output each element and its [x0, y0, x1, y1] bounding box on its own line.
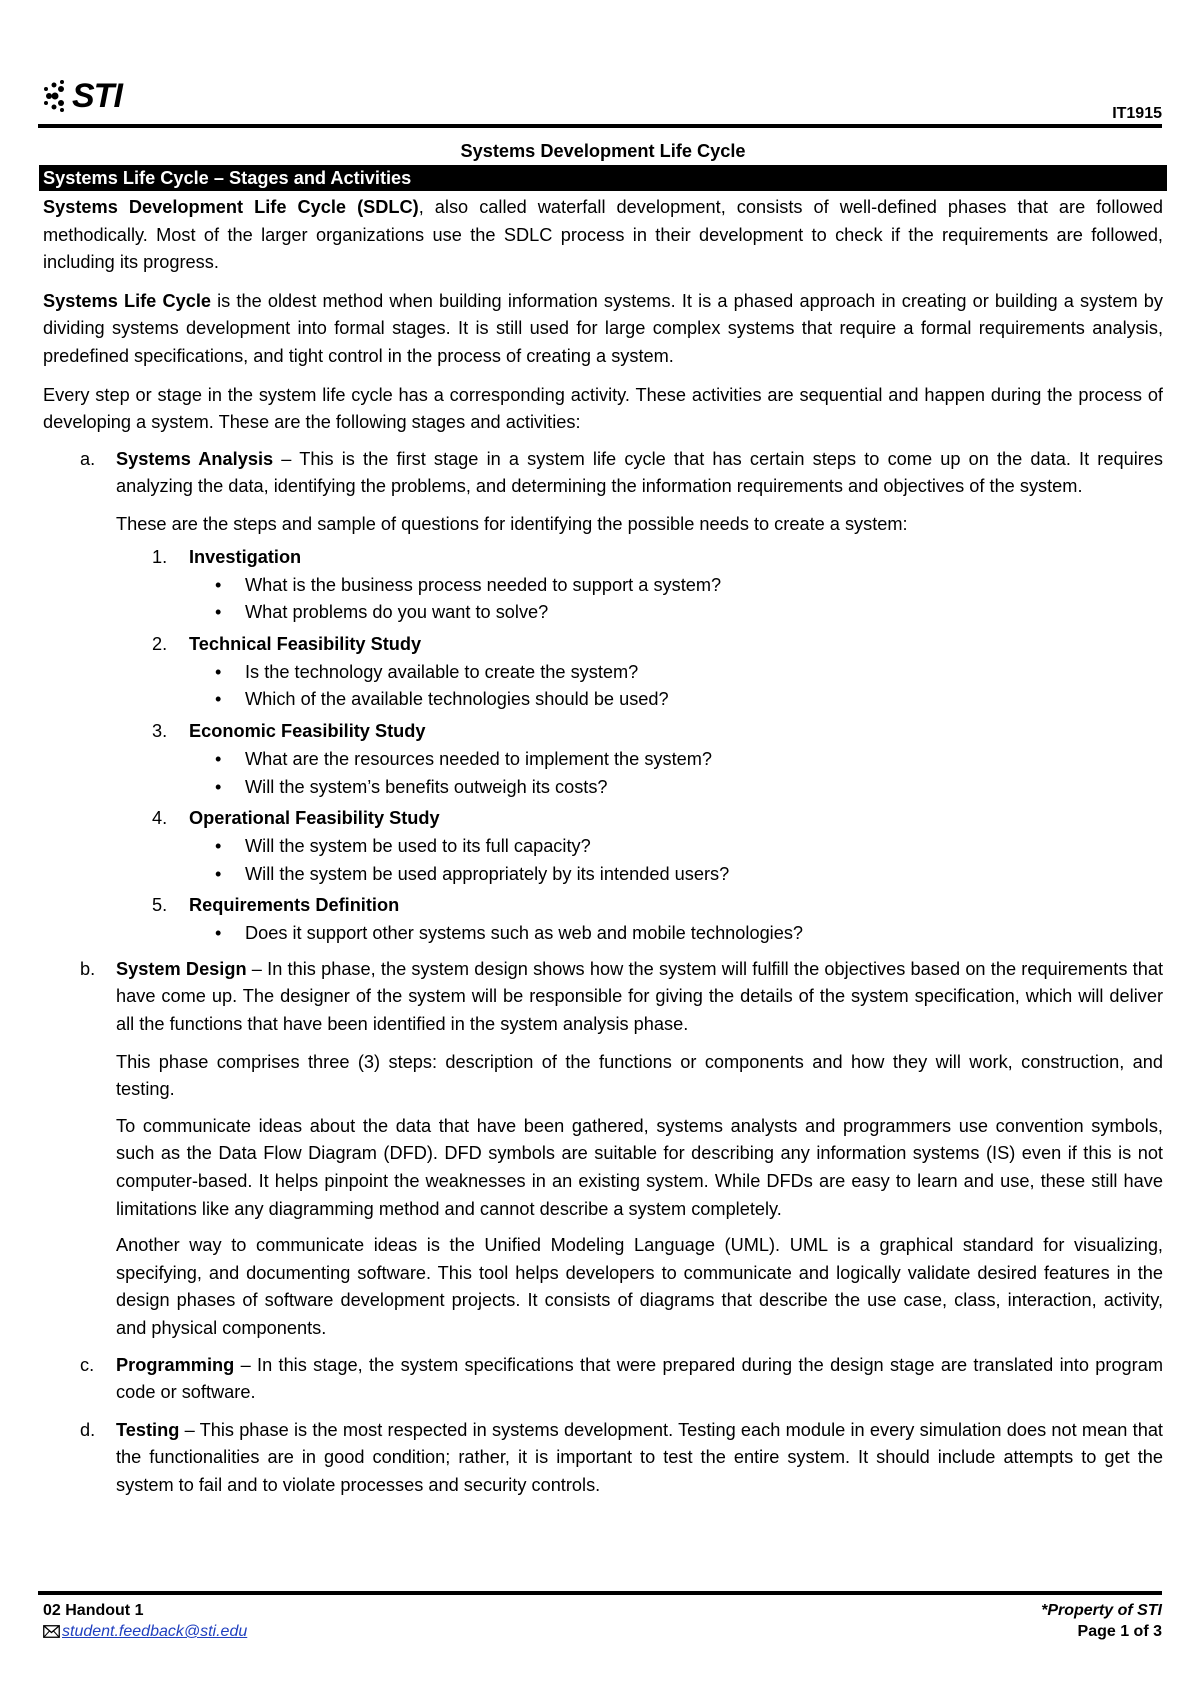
step-technical-feasibility — [43, 630, 1163, 714]
list-marker: b. — [80, 958, 96, 979]
steps-intro: These are the steps and sample of questions for identifying the possible needs to create a system: — [116, 513, 908, 534]
list-item — [43, 746, 1163, 774]
stage-title: System Design — [116, 958, 247, 979]
logo-text: STI — [72, 76, 122, 115]
bullet-icon: • — [215, 923, 222, 944]
bullet-icon: • — [215, 836, 222, 857]
list-marker: 4. — [152, 808, 168, 829]
stage-title: Testing — [116, 1419, 180, 1440]
stage-text: – In this phase, the system design shows how the system will fulfill the objectives based on the requirements that have come up. The designer of the system will be responsible for giving the details of the system specification, which will deliver all the functions that have been identified in the system analysis phase. — [116, 958, 1163, 1035]
list-item — [43, 599, 1163, 627]
intro-text-3: Every step or stage in the system life cycle has a corresponding activity. These activities are sequential and happen during the process of developing a system. These are the following stages and activities: — [43, 384, 1163, 433]
step-title: Investigation — [189, 546, 302, 567]
bullet-icon: • — [215, 689, 222, 710]
design-paragraph-1: This phase comprises three (3) steps: description of the functions or components and how they will work, construction, and testing. — [116, 1051, 1163, 1100]
list-item — [43, 686, 1163, 714]
list-marker: 5. — [152, 895, 168, 916]
footer-email-row — [43, 1621, 247, 1642]
envelope-icon — [43, 1625, 60, 1638]
list-marker: a. — [80, 448, 96, 469]
bullet-icon: • — [215, 661, 222, 682]
step-title: Economic Feasibility Study — [189, 720, 426, 741]
list-marker: c. — [80, 1354, 95, 1375]
list-item — [43, 659, 1163, 687]
document-body — [43, 139, 1163, 1510]
stage-text: – This is the first stage in a system life cycle that has certain steps to come up on the data. It requires analyzing the data, identifying the problems, and determining the information requirements and objectives of the system. — [116, 448, 1164, 497]
page-number: Page 1 of 3 — [1077, 1623, 1162, 1640]
stage-title: Programming — [116, 1354, 235, 1375]
list-marker: 2. — [152, 633, 168, 654]
list-item — [43, 920, 1163, 948]
bullet-text: Does it support other systems such as web and mobile technologies? — [245, 923, 804, 944]
list-item — [43, 833, 1163, 861]
header-divider — [38, 124, 1162, 128]
stage-testing — [43, 1417, 1163, 1500]
intro-term-slc: Systems Life Cycle — [43, 290, 211, 311]
design-paragraph-2: To communicate ideas about the data that have been gathered, systems analysts and programmers use convention symbols, such as the Data Flow Diagram (DFD). DFD symbols are suitable for describing any information systems (IS) even if this is not computer-based. It helps pinpoint the weaknesses in an existing system. While DFDs are easy to learn and use, these still have limitations like any diagramming method and cannot describe a system completely. — [116, 1115, 1163, 1219]
bullet-text: What are the resources needed to implement the system? — [245, 748, 713, 769]
bullet-text: What is the business process needed to support a system? — [245, 574, 722, 595]
step-title: Technical Feasibility Study — [189, 633, 422, 654]
sti-logo — [42, 76, 122, 116]
bullet-text: What problems do you want to solve? — [245, 602, 549, 623]
step-economic-feasibility — [43, 717, 1163, 801]
step-investigation — [43, 543, 1163, 627]
list-marker: 1. — [152, 546, 168, 567]
intro-paragraph-2 — [43, 288, 1163, 371]
footer-left — [43, 1600, 247, 1642]
list-marker: d. — [80, 1419, 96, 1440]
bullet-text: Will the system’s benefits outweigh its costs? — [245, 776, 608, 797]
step-requirements-definition — [43, 891, 1163, 948]
bullet-text: Will the system be used appropriately by its intended users? — [245, 863, 730, 884]
step-title: Operational Feasibility Study — [189, 808, 440, 829]
step-operational-feasibility — [43, 804, 1163, 888]
bullet-text: Will the system be used to its full capacity? — [245, 836, 591, 857]
bullet-text: Is the technology available to create the system? — [245, 661, 639, 682]
list-item — [43, 572, 1163, 600]
handout-label: 02 Handout 1 — [43, 1602, 144, 1619]
bullet-text: Which of the available technologies should be used? — [245, 689, 669, 710]
stage-text: – In this stage, the system specifications that were prepared during the design stage are translated into program code or software. — [116, 1354, 1163, 1403]
intro-text-2: is the oldest method when building information systems. It is a phased approach in creating or building a system by dividing systems development into formal stages. It is still used for large complex systems that require a formal requirements analysis, predefined specifications, and tight control in the process of creating a system. — [43, 290, 1163, 366]
bullet-icon: • — [215, 602, 222, 623]
document-code: IT1915 — [1112, 105, 1162, 122]
intro-paragraph-1 — [43, 194, 1163, 277]
stage-systems-analysis — [43, 446, 1163, 501]
intro-text-1: , also called waterfall development, consists of well-defined phases that are followed methodically. Most of the larger organizations use the SDLC process in their development to check if the requirements are followed, including its progress. — [43, 197, 1163, 273]
bullet-icon: • — [215, 574, 222, 595]
list-marker: 3. — [152, 720, 168, 741]
intro-term-sdlc: Systems Development Life Cycle (SDLC) — [43, 197, 419, 217]
stage-system-design — [43, 956, 1163, 1039]
section-heading: Systems Life Cycle – Stages and Activities — [39, 165, 1167, 191]
bullet-icon: • — [215, 776, 222, 797]
footer-divider — [38, 1591, 1162, 1595]
list-item — [43, 861, 1163, 889]
stage-text: – This phase is the most respected in systems development. Testing each module in every simulation does not mean that the functionalities are in good condition; rather, it is important to test the entire system. It should include attempts to get the system to fail and to violate processes and security controls. — [116, 1419, 1163, 1495]
page-title: Systems Development Life Cycle — [460, 141, 746, 161]
design-paragraph-3: Another way to communicate ideas is the Unified Modeling Language (UML). UML is a graphical standard for visualizing, specifying, and documenting software. This tool helps developers to communicate and logically validate desired features in the design phases of software development projects. It consists of diagrams that describe the use case, class, interaction, activity, and physical components. — [116, 1235, 1163, 1338]
stage-title: Systems Analysis — [116, 448, 274, 469]
property-notice: *Property of STI — [1041, 1602, 1162, 1619]
feedback-email-link[interactable]: student.feedback@sti.edu — [62, 1623, 248, 1640]
stage-programming — [43, 1352, 1163, 1407]
footer-right — [1041, 1600, 1162, 1642]
step-title: Requirements Definition — [189, 895, 400, 916]
intro-paragraph-3 — [43, 382, 1163, 437]
bullet-icon: • — [215, 748, 222, 769]
bullet-icon: • — [215, 863, 222, 884]
list-item — [43, 774, 1163, 802]
